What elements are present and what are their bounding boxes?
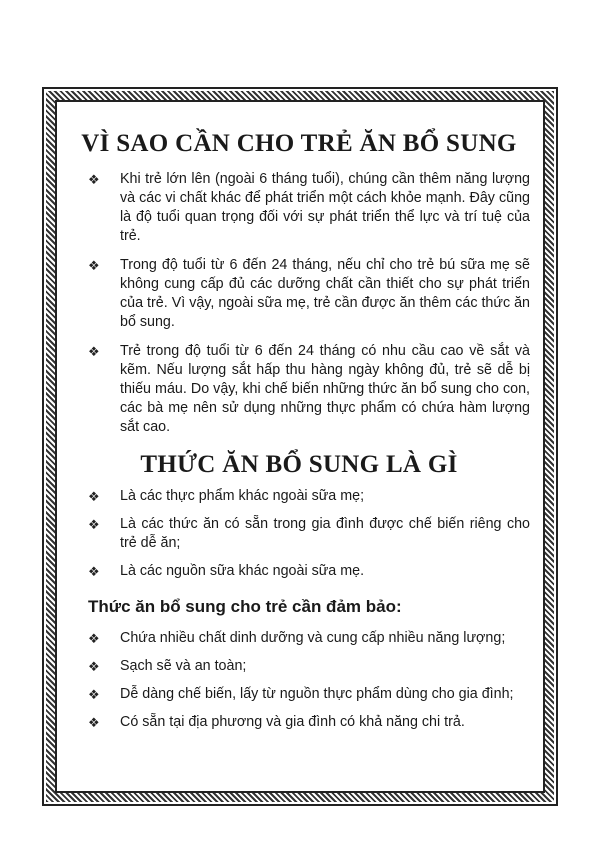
list-item	[68, 562, 530, 581]
list-item-text: Là các thực phẩm khác ngoài sữa mẹ;	[120, 488, 365, 504]
section2-list	[68, 487, 530, 581]
diamond-bullet-icon: ❖	[88, 517, 100, 532]
diamond-bullet-icon: ❖	[88, 715, 100, 730]
list-item	[68, 713, 530, 732]
diamond-bullet-icon: ❖	[88, 631, 100, 646]
diamond-bullet-icon: ❖	[88, 172, 100, 187]
list-item	[68, 487, 530, 506]
section1-title: VÌ SAO CẦN CHO TRẺ ĂN BỔ SUNG	[81, 130, 517, 157]
list-item	[68, 256, 530, 332]
list-item	[68, 342, 530, 437]
diamond-bullet-icon: ❖	[88, 564, 100, 579]
section1-list	[68, 170, 530, 437]
list-item-text: Chứa nhiều chất dinh dưỡng và cung cấp nhiều năng lượng;	[120, 630, 506, 646]
list-item-text: Dễ dàng chế biến, lấy từ nguồn thực phẩm dùng cho gia đình;	[120, 686, 514, 702]
document-content	[68, 130, 530, 741]
list-item-text: Là các nguồn sữa khác ngoài sữa mẹ.	[120, 563, 365, 579]
list-item	[68, 629, 530, 648]
list-item-text: Khi trẻ lớn lên (ngoài 6 tháng tuổi), chúng cần thêm năng lượng và các vi chất khác để phát triển một cách khỏe mạnh. Đây cũng là độ tuổi quan trọng đối với sự phát triển thể lực và trí tuệ của trẻ.	[120, 171, 530, 244]
list-item-text: Trong độ tuổi từ 6 đến 24 tháng, nếu chỉ cho trẻ bú sữa mẹ sẽ không cung cấp đủ các dưỡng chất cần thiết cho sự phát triển của trẻ. Vì vậy, ngoài sữa mẹ, trẻ cần được ăn thêm các thức ăn bổ sung.	[120, 257, 530, 330]
diamond-bullet-icon: ❖	[88, 344, 100, 359]
list-item	[68, 170, 530, 246]
list-item-text: Sạch sẽ và an toàn;	[120, 658, 247, 674]
list-item-text: Là các thức ăn có sẵn trong gia đình được chế biến riêng cho trẻ dễ ăn;	[120, 516, 530, 551]
section2-title: THỨC ĂN BỔ SUNG LÀ GÌ	[140, 451, 458, 478]
section3-list	[68, 629, 530, 732]
diamond-bullet-icon: ❖	[88, 659, 100, 674]
diamond-bullet-icon: ❖	[88, 258, 100, 273]
list-item	[68, 685, 530, 704]
section3-heading: Thức ăn bổ sung cho trẻ cần đảm bảo:	[88, 597, 402, 616]
diamond-bullet-icon: ❖	[88, 687, 100, 702]
list-item-text: Trẻ trong độ tuổi từ 6 đến 24 tháng có nhu cầu cao về sắt và kẽm. Nếu lượng sắt hấp thu hàng ngày không đủ, trẻ sẽ dễ bị thiếu máu. Do vậy, khi chế biến những thức ăn bổ sung cho con, các bà mẹ nên sử dụng những thực phẩm có chứa hàm lượng sắt cao.	[120, 343, 530, 435]
list-item	[68, 515, 530, 553]
list-item-text: Có sẵn tại địa phương và gia đình có khả năng chi trả.	[120, 714, 465, 730]
diamond-bullet-icon: ❖	[88, 489, 100, 504]
list-item	[68, 657, 530, 676]
